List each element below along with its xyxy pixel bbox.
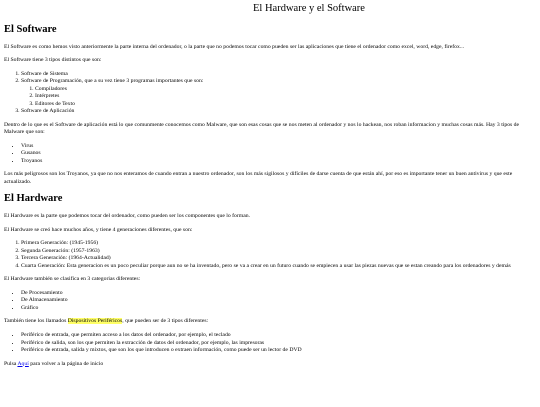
list-item: • De Procesamiento bbox=[21, 290, 536, 298]
list-item: 1. Software de Sistema bbox=[21, 71, 536, 79]
list-item: 3. Tercera Generación: (1964-Actualidad) bbox=[21, 255, 536, 263]
hardware-heading: El Hardware bbox=[4, 193, 63, 205]
malware-list bbox=[4, 143, 536, 166]
list-item: 3. Software de Aplicación bbox=[21, 108, 536, 116]
peripherals-text: También tiene los llamados Dispositivos Periféricos, que pueden ser de 3 tipos diferentes: bbox=[4, 318, 209, 325]
list-item: 2. Software de Programación, que a su vez tiene 3 programas importantes que son: 1. Compiladores 2. Intérpretes 3. Editores de Texto bbox=[21, 78, 536, 108]
list-item: 1. Compiladores bbox=[35, 86, 536, 94]
list-item: • Periférico de entrada, que permiten acceso a los datos del ordenador, por ejemplo, el teclado bbox=[21, 332, 536, 340]
software-intro: El Software es como hemos visto anteriormente la parte interna del ordenador, o la parte que no podemos tocar como pueden ser las aplicaciones que tiene el ordenador como excel, word, edge, firefox... bbox=[4, 43, 465, 50]
document bbox=[0, 2, 540, 368]
list-item: 2. Segunda Generación: (1957-1963) bbox=[21, 248, 536, 256]
list-item: • Periférico de salida, son los que permiten la extracción de datos del ordenador, por ejemplo, las impresoras bbox=[21, 340, 536, 348]
home-link[interactable]: Aquí bbox=[17, 360, 29, 367]
list-item: • De Almacenamiento bbox=[21, 297, 536, 305]
malware-text: Dentro de lo que es el Software de aplicación está lo que comunmente conocemos como Malware, que son esas cosas que se nos meten al ordenador y nos lo hackean, nos roban informacion y muchas cosas más. Hay 3 tipos de Malware que son: bbox=[4, 121, 520, 136]
list-item: • Virus bbox=[21, 143, 536, 151]
list-item: 1. Primera Generación: (1945-1956) bbox=[21, 240, 536, 248]
footer-text: Pulsa Aquí para volver a la página de inicio bbox=[4, 360, 104, 367]
generations-list bbox=[4, 240, 536, 270]
generations-text: El Hardware se creó hace muchos años, y tiene 4 generaciones diferentes, que son: bbox=[4, 226, 193, 233]
list-item: • Troyanos bbox=[21, 158, 536, 166]
list-item: • Gusanos bbox=[21, 150, 536, 158]
page-title: El Hardware y el Software bbox=[253, 3, 365, 14]
peripherals-list bbox=[4, 332, 536, 355]
categories-text: El Hardware también se clasifica en 3 categorias diferentes: bbox=[4, 276, 141, 283]
list-item: 2. Intérpretes bbox=[35, 93, 536, 101]
programs-list bbox=[21, 86, 536, 109]
software-types-list bbox=[4, 71, 536, 116]
software-types-text: El Software tiene 3 tipos distintos que son: bbox=[4, 57, 102, 64]
list-item: • Gráfico bbox=[21, 305, 536, 313]
list-item: • Periférico de entrada, salida y mixtos, que son los que introducen o extraen información, como puede ser un lector de DVD bbox=[21, 347, 536, 355]
hardware-intro: El Hardware es la parte que podemos tocar del ordenador, como pueden ser los componentes que lo forman. bbox=[4, 213, 250, 220]
software-heading: El Software bbox=[4, 23, 57, 35]
list-item: 4. Cuarta Generación: Esta generacion es un poco peculiar porque aun no se ha inventado, pero se va a crear en un futuro cuando se empiecen a usar las piezas nuevas que se estan creando para los ordenadores y demás bbox=[21, 263, 536, 271]
list-item: 3. Editores de Texto bbox=[35, 101, 536, 109]
categories-list bbox=[4, 290, 536, 313]
trojans-text: Los más peligrosos son los Troyanos, ya que no nos enteramos de cuando entran a nuestro ordenador, son los más sigilosos y difíciles de darse cuenta de que están ahí, por eso es importante tener un buen antivirus y que este actualizado. bbox=[4, 171, 513, 185]
highlighted-term: Dispositivos Periféricos bbox=[67, 318, 123, 325]
